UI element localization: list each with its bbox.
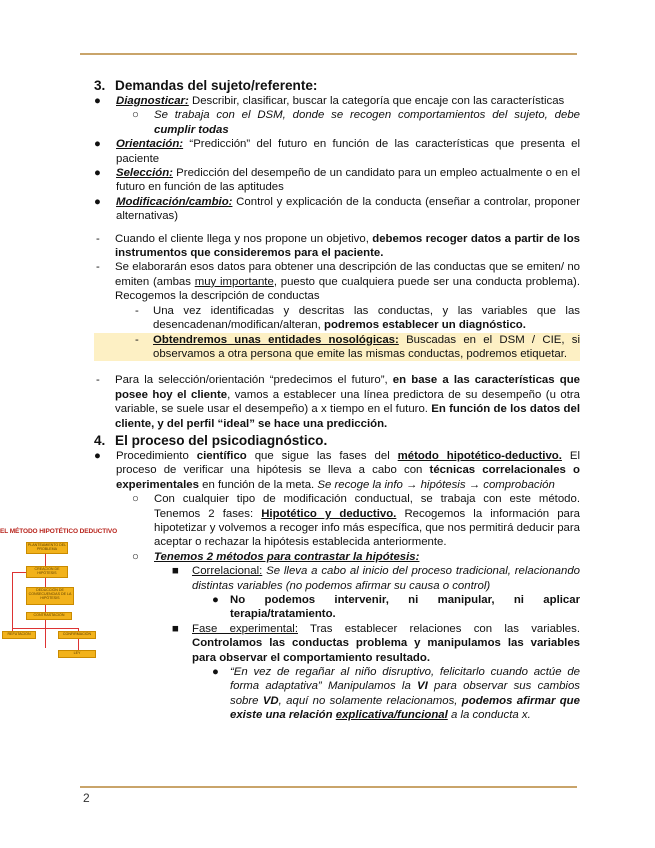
section-3-heading: 3. Demandas del sujeto/referente:: [94, 78, 318, 93]
diagram-box: CONFIRMACIÓN: [58, 631, 96, 639]
circle-bullet-icon: ○: [132, 550, 139, 563]
diagram-box: REFUTACIÓN: [2, 631, 36, 639]
circle-bullet-icon: ○: [132, 493, 139, 506]
dash-item-recoger-datos: - Cuando el cliente llega y nos propone un objetivo, debemos recoger datos a partir de los instrumentos que consideremos para el paciente.: [96, 232, 580, 260]
diagram-title: EL MÉTODO HIPOTÉTICO DEDUCTIVO: [0, 528, 118, 535]
dash-icon: -: [96, 261, 100, 274]
circle-bullet-icon: ○: [132, 109, 139, 122]
bullet-icon: ●: [94, 167, 101, 180]
footer-rule: [80, 786, 577, 788]
dash-icon: -: [96, 374, 100, 387]
diagram-box: LEY: [58, 650, 96, 658]
sub-bullet-modificacion-conductual: ○ Con cualquier tipo de modificación conductual, se trabaja con este método. Tenemos 2 fases: Hipotético y deductivo. Recogemos la información para hipotetizar y volvemos a recoger info más específica, que nos permitirá deducir para aceptar o rechazar la hipótesis establecida anteriormente.: [132, 493, 581, 549]
diagram-box: CREACIÓN DE HIPÓTESIS: [26, 566, 68, 578]
dash-subitem-entidades-nosologicas: - Obtendremos unas entidades nosológicas: Buscadas en el DSM / CIE, si observamos a otra persona que emite las mismas conductas, podremos etiquetar.: [94, 333, 580, 362]
dash-icon: -: [96, 232, 100, 245]
bullet-icon: ●: [94, 195, 101, 208]
diagram-box: CONTRASTACIÓN: [26, 612, 72, 620]
header-rule: [80, 53, 577, 55]
bullet-icon: ●: [212, 666, 219, 679]
square-bullet-correlacional: ■ Correlacional: Se lleva a cabo al inicio del proceso tradicional, relacionando distintas variables (no podemos afirmar su causa o control): [172, 565, 580, 592]
diagram-branch-line: [12, 628, 78, 629]
section-4-heading: 4. El proceso del psicodiagnóstico.: [94, 432, 328, 448]
diagram-feedback-line: [12, 572, 13, 632]
dash-icon: -: [135, 304, 139, 317]
bullet-icon: ●: [94, 449, 101, 462]
dash-item-prediccion: - Para la selección/orientación “predecimos el futuro”, en base a las características que posee hoy el cliente, vamos a establecer una línea predictora de su desempeño (u otra variable, se suele usar el desempeño) a x tiempo en el futuro. En función de los datos del cliente, y del perfil “ideal” se hace una predicción.: [96, 374, 580, 430]
bullet-icon: ●: [94, 138, 101, 151]
square-bullet-icon: ■: [172, 565, 179, 578]
bullet-modificacion: ● Modificación/cambio: Control y explicación de la conducta (enseñar a controlar, proponer alternativas): [94, 195, 580, 223]
hypothetico-deductive-diagram: [0, 528, 118, 660]
page-number: 2: [83, 791, 90, 805]
bullet-ejemplo-nino: ● “En vez de regañar al niño disruptivo, felicitarlo cuando actúe de forma adaptativa” Manipulamos la VI para observar sus cambios sobre VD, aquí no solamente relacionamos, podemos afirmar que existe una relación explicativa/funcional a la conducta x.: [212, 666, 580, 722]
dash-icon: -: [135, 333, 139, 346]
square-bullet-experimental: ■ Fase experimental: Tras establecer relaciones con las variables. Controlamos las conductas problema y manipulamos las variables para observar el comportamiento resultado.: [172, 622, 580, 664]
bullet-icon: ●: [94, 95, 101, 107]
bullet-procedimiento: ● Procedimiento científico que sigue las fases del método hipotético-deductivo. El proceso de verificar una hipótesis se lleva a cabo con técnicas correlacionales o experimentales en función de la meta. Se recoge la info → hipótesis → comprobación: [94, 449, 580, 491]
bullet-seleccion: ● Selección: Predicción del desempeño de un candidato para un empleo actualmente o en el futuro en función de las aptitudes: [94, 167, 580, 194]
diagram-box: PLANTEAMIENTO DEL PROBLEMA: [26, 542, 68, 554]
square-bullet-icon: ■: [172, 622, 179, 635]
sub-bullet-dos-metodos: ○ Tenemos 2 métodos para contrastar la hipótesis:: [132, 550, 420, 563]
diagram-feedback-line: [12, 572, 26, 573]
diagram-box: DEDUCCIÓN DE CONSECUENCIAS DE LA HIPÓTESIS: [26, 587, 74, 605]
dash-item-elaborar-datos: - Se elaborarán esos datos para obtener una descripción de las conductas que se emiten/ no emiten (ambas muy importante, puesto que cualquiera puede ser una conducta problema). Recogemos la descripción de conductas: [96, 261, 581, 303]
bullet-diagnosticar: ● Diagnosticar: Describir, clasificar, buscar la categoría que encaje con las características: [94, 95, 565, 107]
bullet-orientacion: ● Orientación: “Predicción” del futuro en función de las características que presenta el paciente: [94, 138, 580, 165]
page-content: [94, 77, 580, 723]
bullet-icon: ●: [212, 594, 219, 606]
sub-bullet-dsm: ○ Se trabaja con el DSM, donde se recogen comportamientos del sujeto, debe cumplir todas: [132, 109, 580, 136]
dash-subitem-diagnostico: - Una vez identificadas y descritas las conductas, y las variables que las desencadenan/modifican/alteran, podremos establecer un diagnóstico.: [135, 304, 580, 332]
bullet-no-intervenir: ● No podemos intervenir, ni manipular, ni aplicar terapia/tratamiento.: [212, 594, 580, 621]
